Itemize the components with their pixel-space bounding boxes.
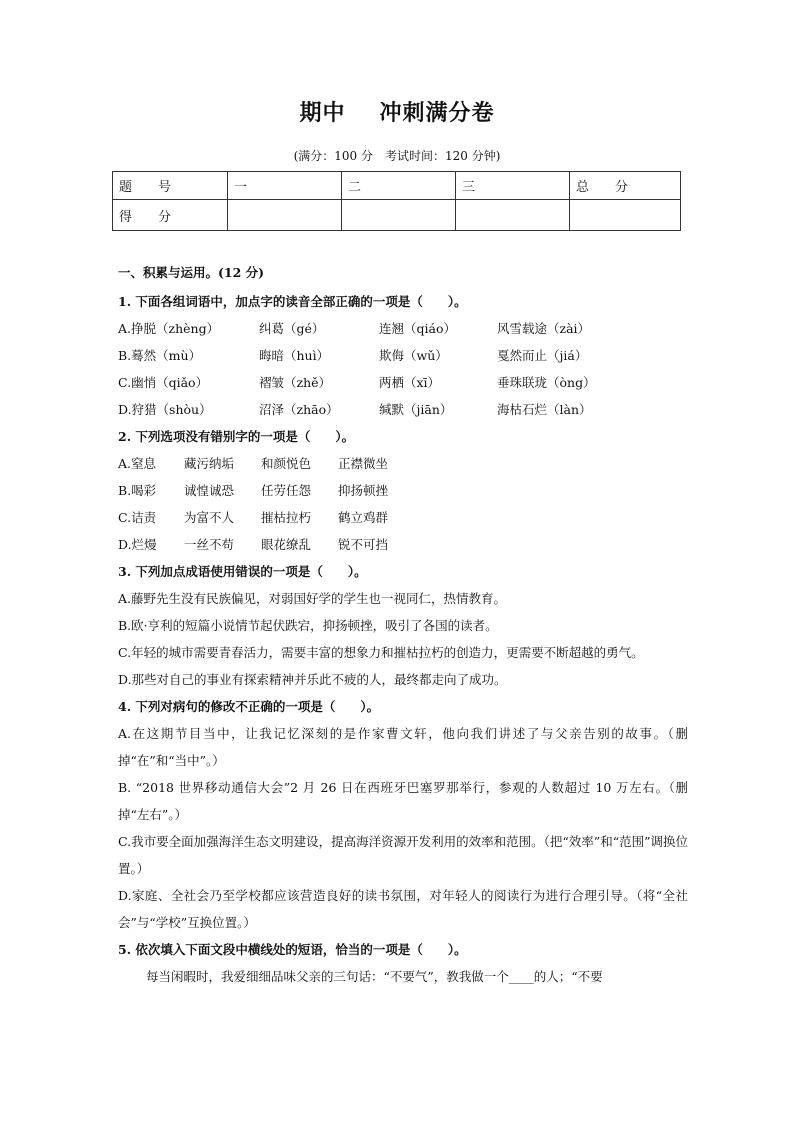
question-5-passage: 每当闲暇时，我爱细细品味父亲的三句话：“不要气”，教我做一个____的人；“不要	[146, 969, 603, 984]
option-item: 沼泽（zhāo）	[259, 402, 339, 417]
question-4-stem: 4. 下列对病句的修改不正确的一项是（ ）。	[118, 699, 380, 714]
option-item: C.幽悄（qiǎo）	[118, 375, 209, 390]
question-2-option-a	[118, 450, 688, 477]
score-cell[interactable]	[570, 200, 681, 231]
question-2-option-d	[118, 531, 688, 558]
option-item: 鹤立鸡群	[338, 510, 389, 525]
title-part1: 期中	[299, 100, 346, 126]
option-item: 垂珠联珑（òng）	[497, 375, 596, 390]
row-label-cell: 得 分	[113, 200, 228, 231]
question-4-option-a: A.在这期节目当中，让我记忆深刻的是作家曹文轩，他向我们讲述了与父亲告别的故事。（删掉“在”和“当中”。）	[118, 726, 688, 768]
option-item: B.蓦然（mù）	[118, 348, 202, 363]
header-cell: 三	[456, 172, 570, 200]
option-item: 抑扬顿挫	[338, 483, 389, 498]
question-4-option-c: C.我市要全面加强海洋生态文明建设，提高海洋资源开发利用的效率和范围。（把“效率”和“范围”调换位置。）	[118, 834, 688, 876]
option-item: 两栖（xī）	[379, 375, 441, 390]
score-cell[interactable]	[342, 200, 456, 231]
option-item: D.烂熳	[118, 537, 157, 552]
question-1-option-b	[118, 342, 688, 369]
score-cell[interactable]	[228, 200, 342, 231]
header-cell: 二	[342, 172, 456, 200]
option-item: 欺侮（wǔ）	[379, 348, 448, 363]
header-cell: 总 分	[570, 172, 681, 200]
question-3-option-a: A.藤野先生没有民族偏见，对弱国好学的学生也一视同仁，热情教育。	[118, 591, 507, 606]
question-3-option-d: D.那些对自己的事业有探索精神并乐此不疲的人，最终都走向了成功。	[118, 672, 507, 687]
option-item: 褶皱（zhě）	[259, 375, 332, 390]
title-part2: 冲刺满分卷	[379, 100, 495, 126]
option-item: 海枯石烂（làn）	[497, 402, 592, 417]
option-item: 缄默（jiān）	[379, 402, 453, 417]
option-item: A.窒息	[118, 456, 157, 471]
option-item: 藏污纳垢	[184, 456, 235, 471]
question-2-option-c	[118, 504, 688, 531]
question-1-stem: 1. 下面各组词语中，加点字的读音全部正确的一项是（ ）。	[118, 294, 467, 309]
question-1-option-a	[118, 315, 688, 342]
option-item: C.诘责	[118, 510, 157, 525]
option-item: 正襟微坐	[338, 456, 389, 471]
option-item: 风雪载途（zài）	[497, 321, 591, 336]
score-cell[interactable]	[456, 200, 570, 231]
question-3-option-c: C.年轻的城市需要青春活力，需要丰富的想象力和摧枯拉朽的创造力，更需要不断超越的勇气。	[118, 645, 644, 660]
header-cell: 一	[228, 172, 342, 200]
option-item: 连翘（qiáo）	[379, 321, 456, 336]
option-item: 摧枯拉朽	[261, 510, 312, 525]
question-4-option-d: D.家庭、全社会乃至学校都应该营造良好的读书氛围，对年轻人的阅读行为进行合理引导。（将“全社会”与“学校”互换位置。）	[118, 888, 688, 930]
score-table-score-row	[113, 200, 681, 231]
option-item: 戛然而止（jiá）	[497, 348, 588, 363]
option-item: 纠葛（gé）	[259, 321, 325, 336]
header-cell: 题 号	[113, 172, 228, 200]
score-table	[112, 171, 681, 231]
question-4-option-b: B. “2018 世界移动通信大会”2 月 26 日在西班牙巴塞罗那举行，参观的人数超过 10 万左右。（删掉“左右”。）	[118, 780, 688, 822]
option-item: 和颜悦色	[261, 456, 312, 471]
question-1-option-d	[118, 396, 688, 423]
option-item: 一丝不苟	[184, 537, 235, 552]
option-item: 眼花缭乱	[261, 537, 312, 552]
option-item: 诚惶诚恐	[184, 483, 235, 498]
question-2-option-b	[118, 477, 688, 504]
question-2-stem: 2. 下列选项没有错别字的一项是（ ）。	[118, 429, 355, 444]
score-table-header-row	[113, 172, 681, 200]
option-item: 任劳任怨	[261, 483, 312, 498]
option-item: A.挣脱（zhèng）	[118, 321, 220, 336]
question-5-stem: 5. 依次填入下面文段中横线处的短语，恰当的一项是（ ）。	[118, 942, 467, 957]
question-3-option-b: B.欧·亨利的短篇小说情节起伏跌宕，抑扬顿挫，吸引了各国的读者。	[118, 618, 498, 633]
option-item: 为富不人	[184, 510, 235, 525]
exam-content	[118, 259, 688, 990]
exam-info: (满分：100 分 考试时间：120 分钟)	[293, 149, 501, 163]
option-item: 锐不可挡	[338, 537, 389, 552]
option-item: B.喝彩	[118, 483, 157, 498]
option-item: D.狩猎（shòu）	[118, 402, 212, 417]
option-item: 晦暗（huì）	[259, 348, 330, 363]
question-1-option-c	[118, 369, 688, 396]
question-3-stem: 3. 下列加点成语使用错误的一项是（ ）。	[118, 564, 367, 579]
page-title	[0, 96, 794, 127]
section-heading: 一、积累与运用。(12 分)	[118, 265, 265, 280]
